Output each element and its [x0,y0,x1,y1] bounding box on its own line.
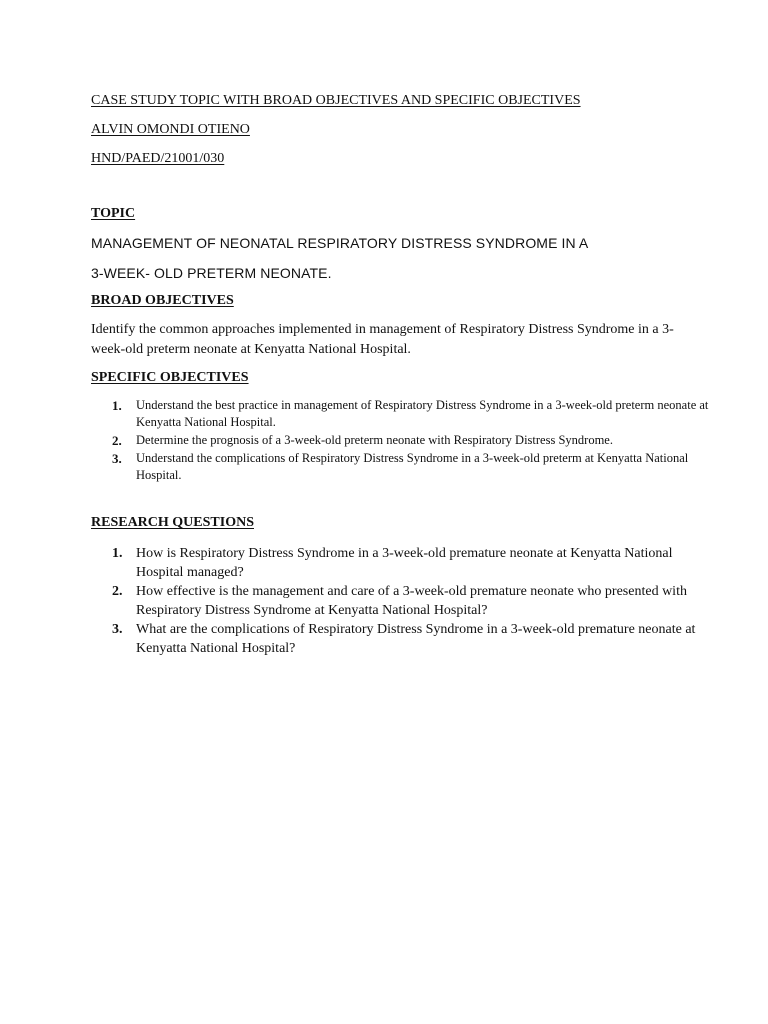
list-text: How effective is the management and care of a 3-week-old premature neonate who presented with Respiratory Distress Syndrome at Kenyatta National Hospital? [136,584,687,618]
list-item [91,620,711,658]
list-number: 2. [112,433,122,448]
specific-objectives-list [91,397,711,485]
research-questions-list [91,544,711,658]
list-item [91,582,711,620]
broad-objectives-heading: BROAD OBJECTIVES [91,293,234,308]
list-text: What are the complications of Respiratory Distress Syndrome in a 3-week-old premature neonate at Kenyatta National Hospital? [136,622,696,656]
author-name: ALVIN OMONDI OTIENO [91,122,250,137]
topic-line-2: 3-WEEK- OLD PRETERM NEONATE. [91,265,332,281]
specific-objectives-heading: SPECIFIC OBJECTIVES [91,370,249,385]
document-title: CASE STUDY TOPIC WITH BROAD OBJECTIVES AND SPECIFIC OBJECTIVES [91,93,581,108]
list-number: 3. [112,622,123,637]
list-text: How is Respiratory Distress Syndrome in a 3-week-old premature neonate at Kenyatta National Hospital managed? [136,546,673,580]
list-item [91,544,711,582]
list-text: Understand the best practice in management of Respiratory Distress Syndrome in a 3-week-old preterm neonate at Kenyatta National Hospital. [136,398,709,429]
list-item [91,432,711,449]
topic-heading: TOPIC [91,206,136,221]
topic-line-1: MANAGEMENT OF NEONATAL RESPIRATORY DISTRESS SYNDROME IN A [91,235,589,251]
list-number: 1. [112,398,122,413]
research-questions-heading: RESEARCH QUESTIONS [91,515,254,530]
registration-number: HND/PAED/21001/030 [91,151,225,166]
broad-objectives-text: Identify the common approaches implemented in management of Respiratory Distress Syndrome in a 3-week-old preterm neonate at Kenyatta National Hospital. [91,322,674,357]
list-item [91,450,711,484]
list-text: Determine the prognosis of a 3-week-old preterm neonate with Respiratory Distress Syndrome. [136,433,613,447]
list-number: 3. [112,451,122,466]
list-number: 2. [112,584,123,599]
list-number: 1. [112,546,123,561]
list-text: Understand the complications of Respiratory Distress Syndrome in a 3-week-old preterm at Kenyatta National Hospital. [136,451,689,482]
list-item [91,397,711,431]
